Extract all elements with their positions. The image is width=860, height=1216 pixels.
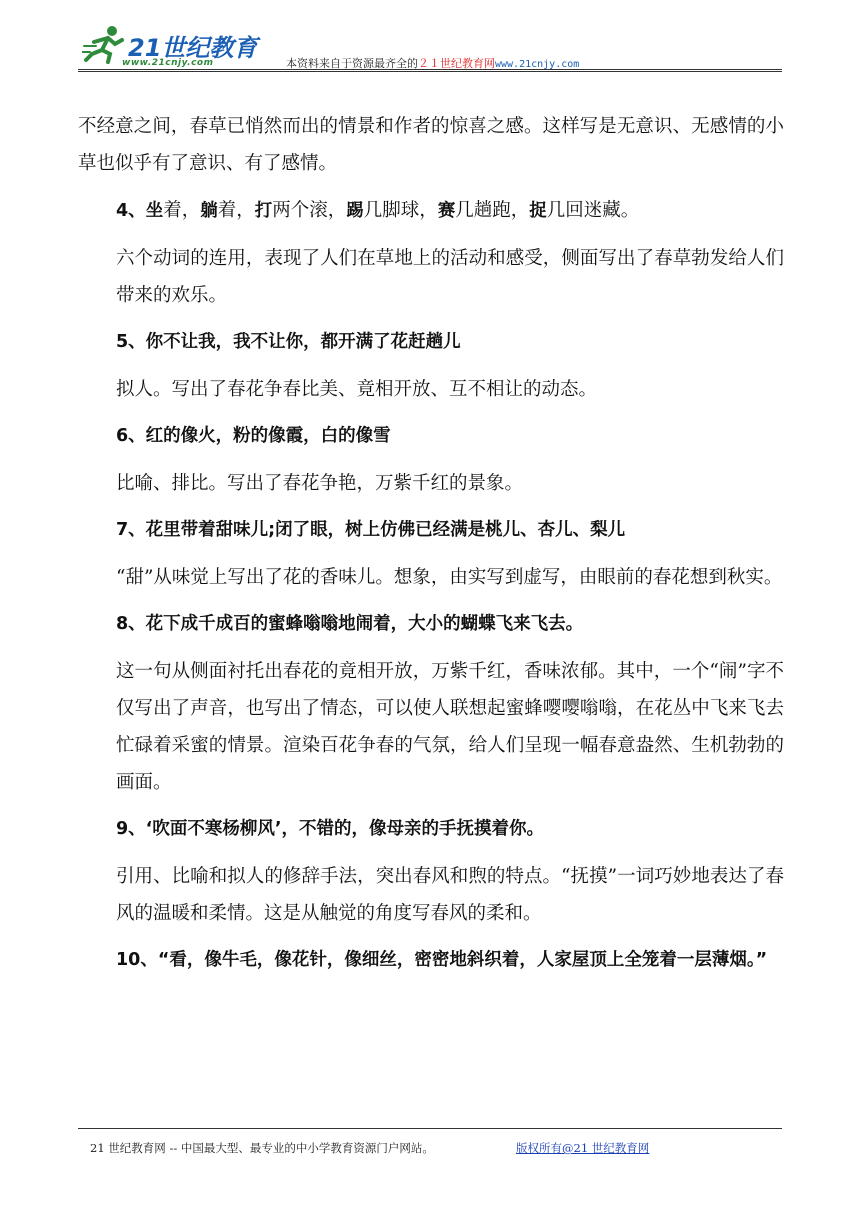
footer-divider	[78, 1128, 782, 1129]
paragraph: 六个动词的连用，表现了人们在草地上的活动和感受，侧面写出了春草勃发给人们带来的欢乐。	[116, 248, 784, 306]
paragraph: 这一句从侧面衬托出春花的竟相开放，万紫千红，香味浓郁。其中，一个“闹”字不仅写出了声音，也写出了情态，可以使人联想起蜜蜂嘤嘤嗡嗡，在花丛中飞来飞去忙碌着采蜜的情景。渲染百花争春的气氛，给人们呈现一幅春意盎然、生机勃勃的画面。	[116, 661, 784, 793]
document-body	[78, 108, 784, 979]
footer-text: 21 世纪教育网 -- 中国最大型、最专业的中小学教育资源门户网站。	[90, 1141, 434, 1155]
heading-item-8: 8、花下成千成百的蜜蜂嗡嗡地闹着，大小的蝴蝶飞来飞去。	[116, 614, 584, 634]
paragraph: “甜”从味觉上写出了花的香味儿。想象，由实写到虚写，由眼前的春花想到秋实。	[116, 567, 783, 588]
page-footer	[78, 1128, 782, 1155]
logo-brand: 21世纪教育	[128, 34, 258, 62]
page-header	[78, 18, 782, 72]
source-note: 本资料来自于资源最齐全的２１世纪教育网www.21cnjy.com	[286, 57, 580, 70]
source-site: ２１世纪教育网	[418, 57, 495, 70]
heading-item-4: 4、坐着，躺着，打两个滚，踢几脚球，赛几趟跑，捉几回迷藏。	[116, 200, 640, 221]
copyright-link[interactable]: 版权所有@21 世纪教育网	[516, 1141, 650, 1155]
paragraph: 引用、比喻和拟人的修辞手法，突出春风和煦的特点。“抚摸”一词巧妙地表达了春风的温暖和柔情。这是从触觉的角度写春风的柔和。	[116, 866, 784, 924]
heading-item-10: 10、“看，像牛毛，像花针，像细丝，密密地斜织着，人家屋顶上全笼着一层薄烟。”	[116, 950, 768, 970]
site-logo	[78, 20, 278, 70]
heading-item-9: 9、‘吹面不寒杨柳风’，不错的，像母亲的手抚摸着你。	[116, 819, 544, 839]
header-divider-2	[78, 71, 782, 72]
paragraph: 比喻、排比。写出了春花争艳，万紫千红的景象。	[116, 473, 524, 494]
header-divider	[78, 69, 782, 70]
heading-item-6: 6、红的像火，粉的像霞，白的像雪	[116, 426, 391, 446]
heading-item-7: 7、花里带着甜味儿;闭了眼，树上仿佛已经满是桃儿、杏儿、梨儿	[116, 520, 626, 540]
heading-item-5: 5、你不让我，我不让你，都开满了花赶趟儿	[116, 332, 461, 352]
logo-url: www.21cnjy.com	[122, 58, 214, 68]
source-url[interactable]: www.21cnjy.com	[495, 59, 580, 70]
paragraph: 拟人。写出了春花争春比美、竟相开放、互不相让的动态。	[116, 379, 598, 400]
paragraph: 不经意之间，春草已悄然而出的情景和作者的惊喜之感。这样写是无意识、无感情的小草也似乎有了意识、有了感情。	[78, 116, 784, 174]
